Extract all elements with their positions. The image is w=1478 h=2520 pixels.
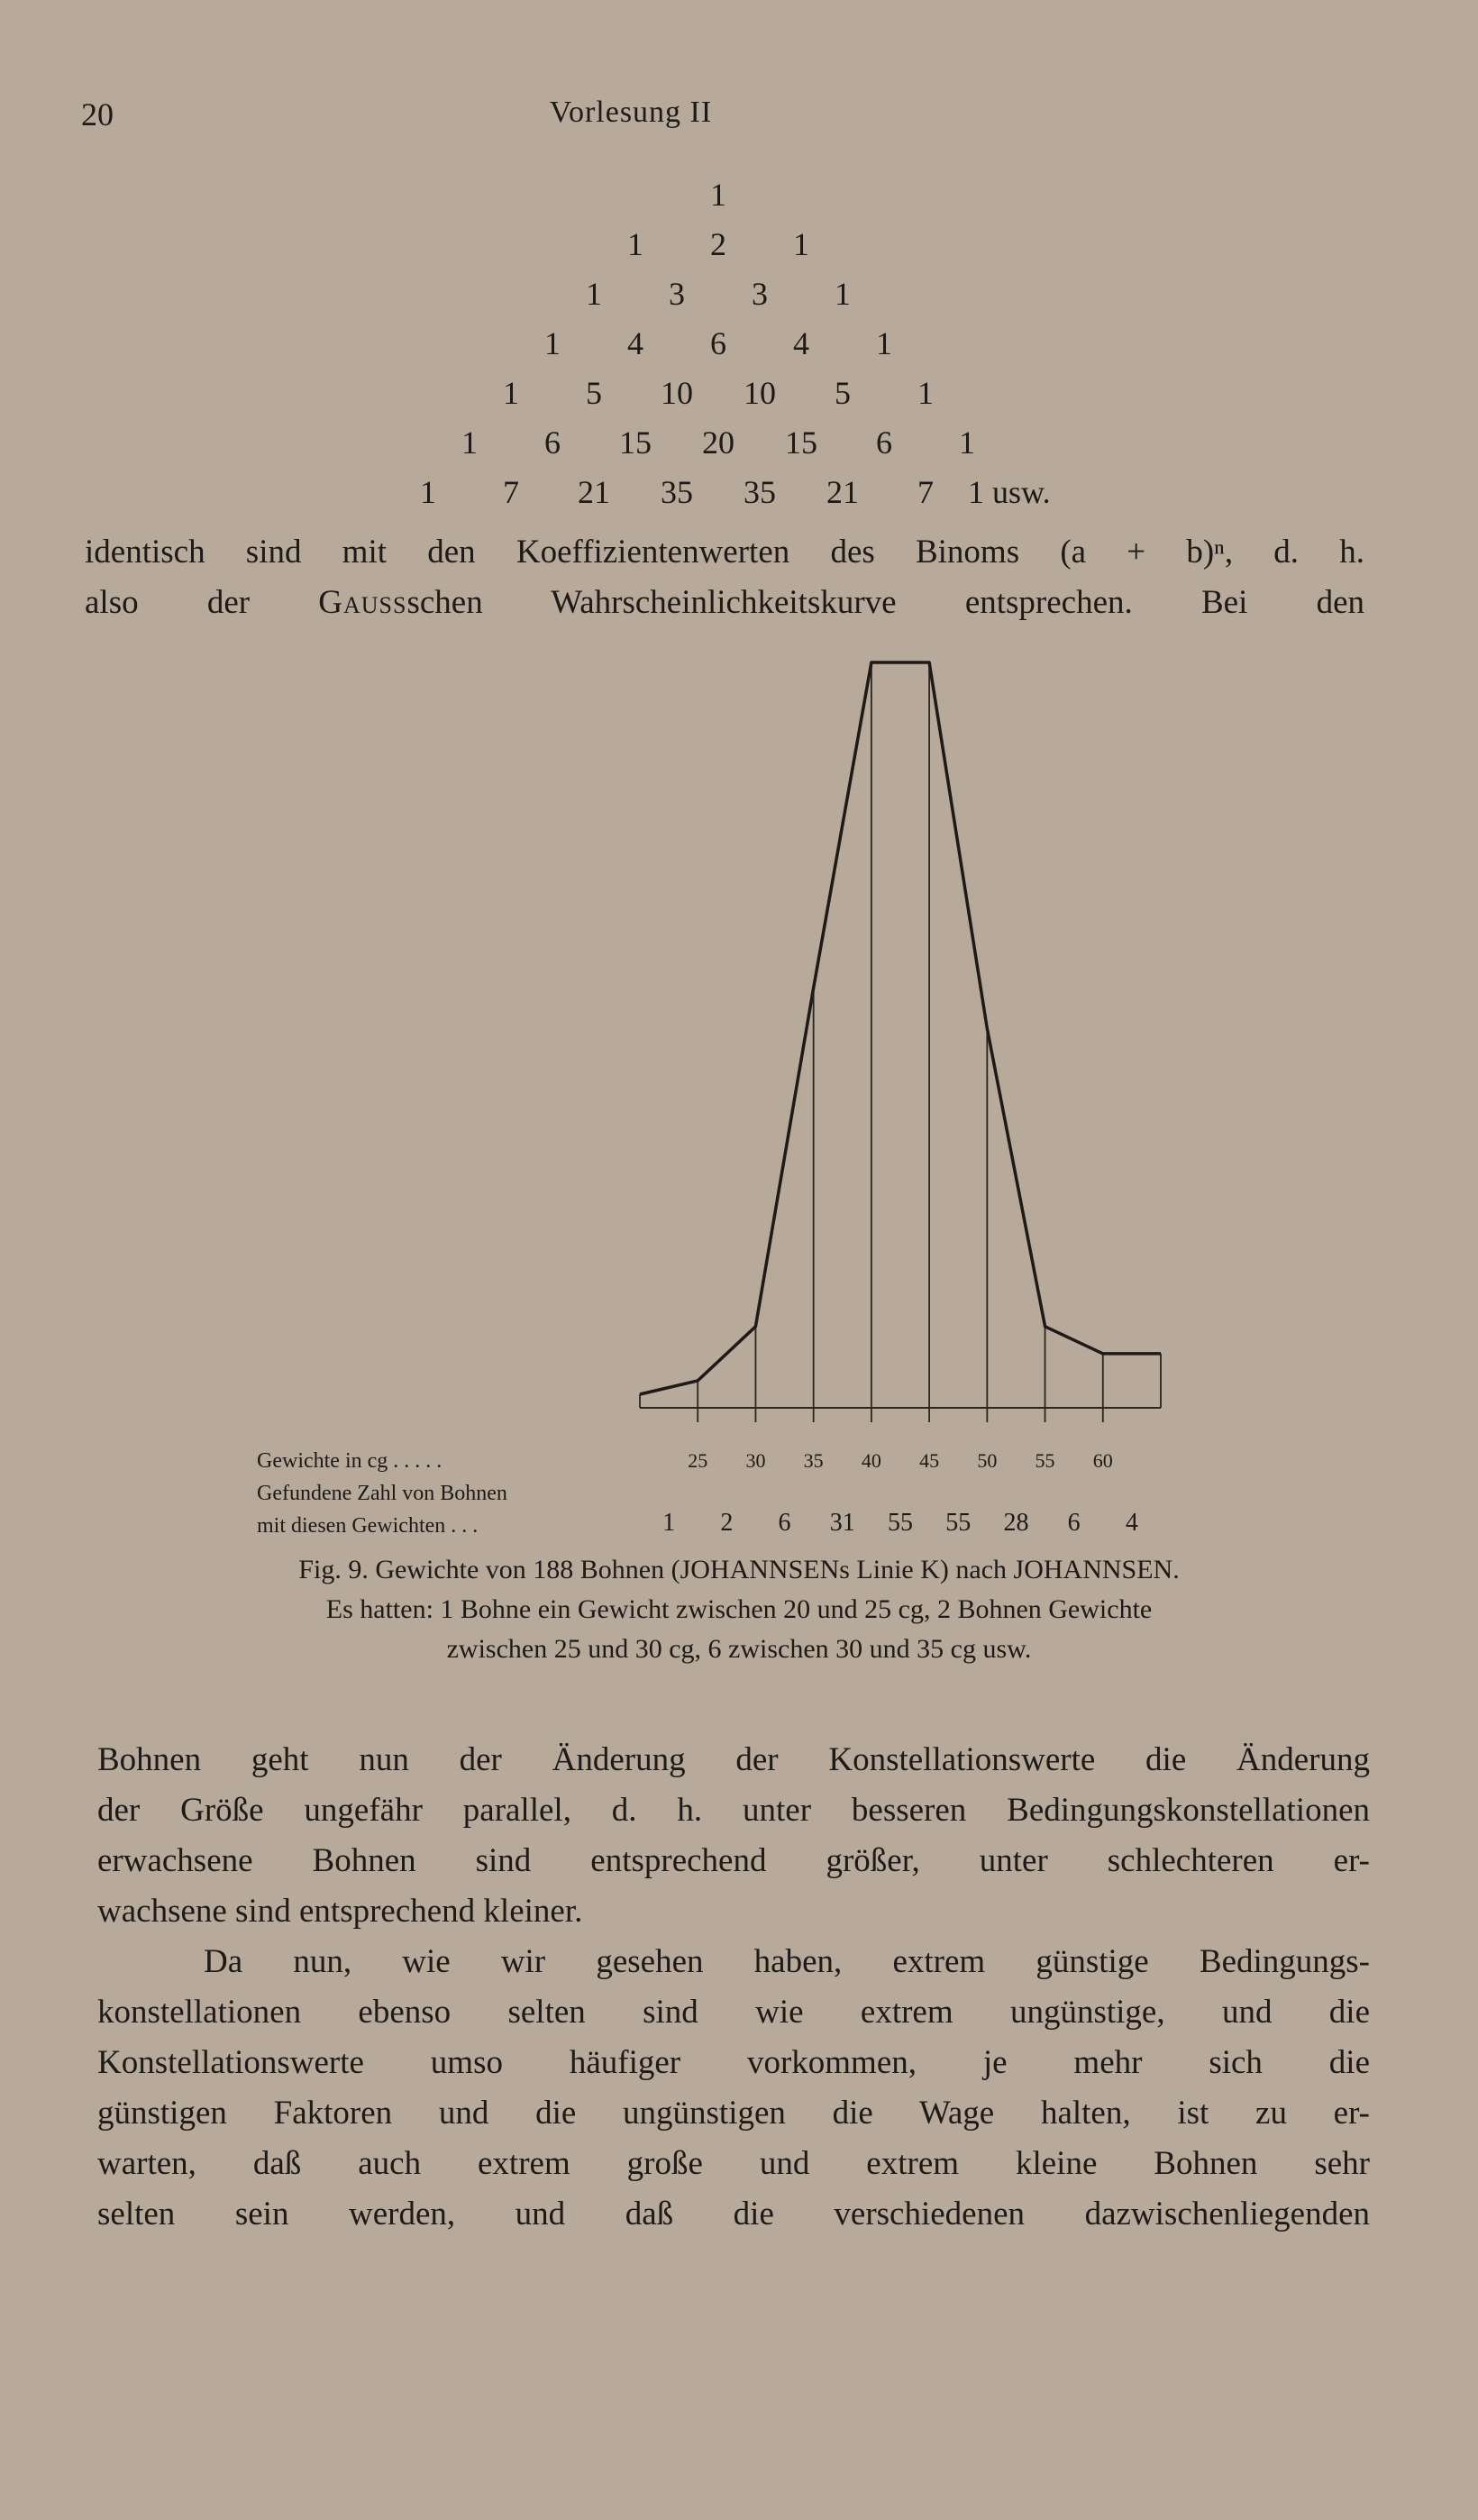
pascal-value: 5 [586,375,602,411]
pascal-value: 21 [578,474,610,510]
pascal-value: 1 [544,325,561,361]
running-title: Vorlesung II [549,96,713,129]
pascal-value: 1 [793,226,809,262]
caption-line: Fig. 9. Gewichte von 188 Bohnen (JOHANNSENs Linie K) nach JOHANNSEN. [298,1555,1180,1584]
text-line: Bohnen geht nun der Änderung der Konstellationswerte die Änderung [97,1741,1370,1778]
x-tick-label: 50 [977,1449,998,1472]
x-tick-label: 45 [919,1449,940,1472]
pascal-row [0,374,1478,419]
pascal-value: 15 [785,425,817,461]
pascal-value: 35 [744,474,776,510]
pascal-value: 21 [826,474,859,510]
pascal-value: 7 [917,474,934,510]
text-line: identisch sind mit den Koeffizientenwerten des Binoms (a + b)ⁿ, d. h. [85,534,1364,571]
text-line: günstigen Faktoren und die ungünstigen die Wage halten, ist zu er- [97,2095,1370,2132]
pascal-value: 1 [710,177,726,213]
x-tick-label: 40 [861,1449,881,1472]
text-fragment: also der [85,584,319,621]
pascal-value: 1 [917,375,934,411]
x-tick-label: 35 [803,1449,824,1472]
label-count-line2: mit diesen Gewichten . . . [257,1514,479,1538]
frequency-curve [640,662,1161,1394]
text-line: Da nun, wie wir gesehen haben, extrem günstige Bedingungs- [204,1943,1370,1980]
text-line: konstellationen ebenso selten sind wie extrem ungünstige, und die [97,1994,1370,2031]
pascal-value: 1 [420,474,436,510]
caption-line: Es hatten: 1 Bohne ein Gewicht zwischen 20 und 25 cg, 2 Bohnen Gewichte [325,1594,1153,1624]
text-line: der Größe ungefähr parallel, d. h. unter besseren Bedingungskonstellationen [97,1792,1370,1829]
pascal-value: 4 [627,325,643,361]
x-tick-label: 55 [1035,1449,1055,1472]
text-line: Konstellationswerte umso häufiger vorkommen, je mehr sich die [97,2044,1370,2081]
pascal-row [0,176,1478,221]
count-label: 4 [1125,1509,1138,1537]
pascal-value: 1 [461,425,478,461]
pascal-value: 3 [752,276,768,312]
pascal-value: 6 [876,425,892,461]
count-label: 6 [778,1509,791,1537]
caption-line: zwischen 25 und 30 cg, 6 zwischen 30 und 35 cg usw. [446,1634,1032,1664]
pascal-value: 2 [710,226,726,262]
label-count-line1: Gefundene Zahl von Bohnen [257,1482,507,1505]
count-label: 6 [1067,1509,1081,1537]
pascal-row [0,424,1478,469]
x-tick-label: 30 [745,1449,766,1472]
pascal-value: 3 [669,276,685,312]
pascal-value: 1 [503,375,519,411]
pascal-value: 20 [702,425,734,461]
count-label: 55 [888,1509,913,1537]
pascal-value: 1 [586,276,602,312]
count-label: 31 [829,1509,855,1537]
pascal-value: 1 [627,226,643,262]
count-label: 28 [1003,1509,1029,1537]
pascal-row [0,275,1478,320]
frequency-polygon-chart [0,631,1478,1532]
text-line [85,578,1364,628]
text-line: erwachsene Bohnen sind entsprechend größer, unter schlechteren er- [97,1842,1370,1879]
pascal-row [0,225,1478,270]
x-tick-label: 60 [1092,1449,1113,1472]
pascal-value: 10 [744,375,776,411]
pascal-value: 1 usw. [968,474,1051,510]
pascal-row [0,473,1478,518]
pascal-value: 35 [661,474,693,510]
author-name-gauss: Gauss [318,584,407,621]
text-fragment: schen Wahrscheinlichkeitskurve entsprechen. Bei den [406,584,1364,621]
pascal-value: 6 [710,325,726,361]
pascal-value: 6 [544,425,561,461]
pascal-value: 1 [876,325,892,361]
page-header [81,96,1361,141]
figure-caption [162,1550,1316,1669]
pascal-value: 1 [959,425,975,461]
figure-9 [0,631,1478,1694]
pascal-value: 5 [835,375,851,411]
pascal-value: 4 [793,325,809,361]
text-line: selten sein werden, und daß die verschiedenen dazwischenliegenden [97,2196,1370,2232]
text-line: wachsene sind entsprechend kleiner. [97,1893,583,1930]
text-line: warten, daß auch extrem große und extrem kleine Bohnen sehr [97,2145,1370,2182]
x-tick-label: 25 [688,1449,708,1472]
count-label: 2 [720,1509,734,1537]
count-label: 55 [945,1509,972,1537]
label-weights: Gewichte in cg . . . . . [257,1449,442,1473]
count-label: 1 [662,1509,676,1537]
pascal-value: 7 [503,474,519,510]
pascal-value: 10 [661,375,693,411]
pascal-value: 15 [619,425,652,461]
pascal-row [0,324,1478,370]
page-number: 20 [81,96,114,132]
pascal-value: 1 [835,276,851,312]
